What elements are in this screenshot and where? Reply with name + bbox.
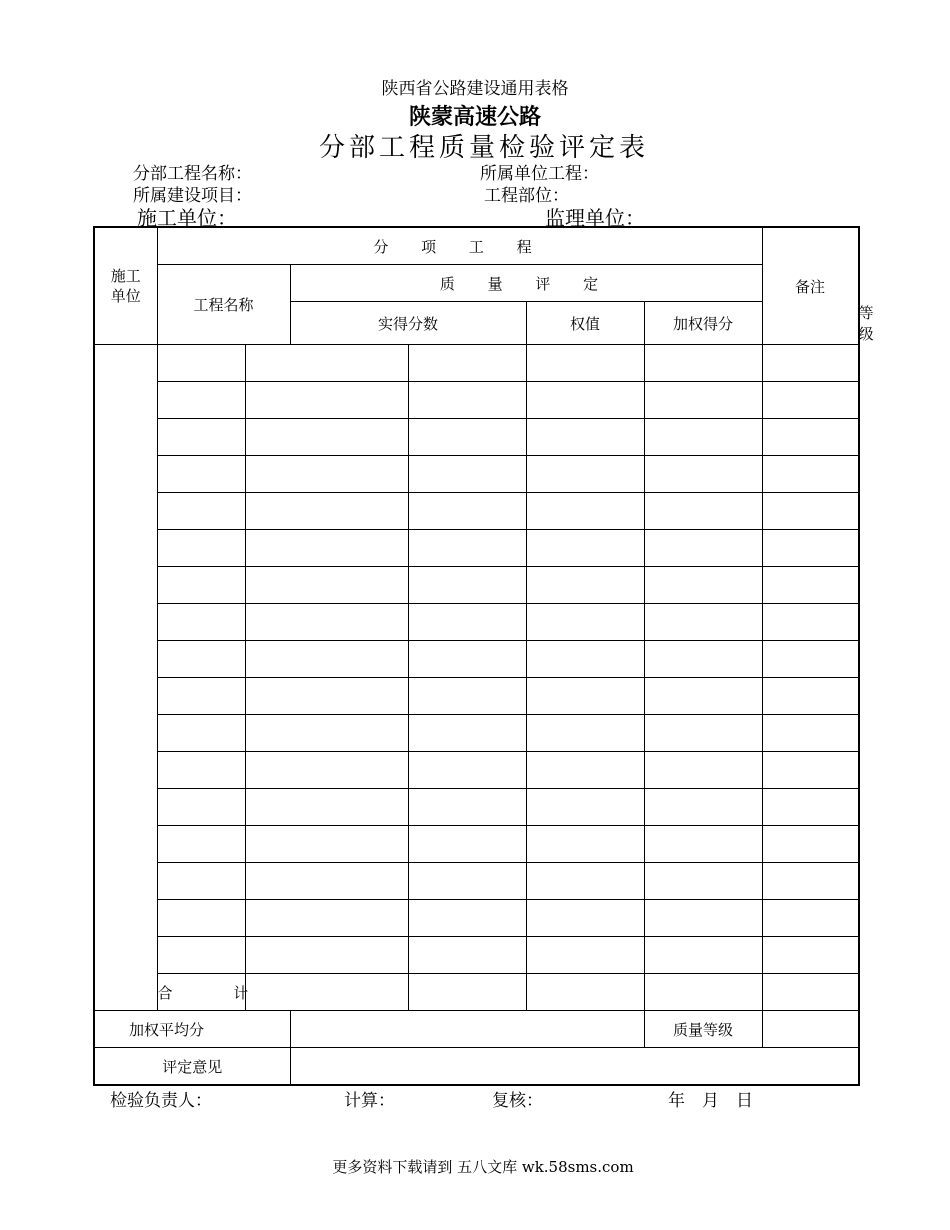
weight-cell[interactable] — [408, 530, 526, 567]
highway-title: 陕蒙高速公路 — [408, 105, 541, 130]
weight-cell[interactable] — [408, 863, 526, 900]
weight-cell[interactable] — [408, 604, 526, 641]
weighted-score-cell[interactable] — [526, 937, 644, 974]
project-name-cell[interactable] — [157, 456, 245, 493]
opinion-label: 评定意见 — [94, 1048, 290, 1086]
table-row — [94, 937, 859, 974]
grade-cell[interactable] — [644, 678, 762, 715]
weight-cell[interactable] — [408, 456, 526, 493]
column-header-weighted-score: 加权得分 — [644, 302, 762, 345]
remarks-header: 备注 — [762, 227, 858, 345]
project-name-cell[interactable] — [157, 826, 245, 863]
form-title: 分部工程质量检验评定表 — [318, 133, 649, 163]
table-row — [94, 419, 859, 456]
remarks-cell[interactable] — [762, 641, 858, 678]
remarks-cell[interactable] — [762, 715, 858, 752]
column-header-grade: 等级 — [858, 304, 874, 343]
weight-cell[interactable] — [408, 345, 526, 382]
weight-cell[interactable] — [408, 715, 526, 752]
actual-score-cell[interactable] — [245, 493, 408, 530]
remarks-cell[interactable] — [762, 493, 858, 530]
grade-cell[interactable] — [644, 382, 762, 419]
project-location-label: 工程部位： — [484, 186, 569, 206]
weighted-average-label: 加权平均分 — [94, 1011, 290, 1048]
opinion-value[interactable] — [290, 1048, 858, 1086]
download-note: 更多资料下载请到 五八文库 wk.58sms.com — [332, 1158, 634, 1176]
quality-eval-header — [290, 265, 762, 302]
weighted-score-cell[interactable] — [526, 678, 644, 715]
weight-cell[interactable] — [408, 900, 526, 937]
weight-cell[interactable] — [408, 493, 526, 530]
table-row — [94, 863, 859, 900]
weighted-score-cell[interactable] — [526, 419, 644, 456]
column-header-actual-score: 实得分数 — [290, 302, 526, 345]
inspector-label: 检验负责人： — [110, 1091, 212, 1111]
project-name-cell[interactable] — [157, 641, 245, 678]
supervision-unit-label: 监理单位： — [545, 206, 645, 230]
grade-cell[interactable] — [644, 900, 762, 937]
remarks-cell[interactable] — [762, 937, 858, 974]
actual-score-cell[interactable] — [245, 530, 408, 567]
table-row — [94, 382, 859, 419]
table-row — [94, 789, 859, 826]
remarks-cell[interactable] — [762, 678, 858, 715]
actual-score-cell[interactable] — [245, 567, 408, 604]
grade-cell[interactable] — [644, 530, 762, 567]
table-row — [94, 604, 859, 641]
total-row — [94, 974, 859, 1011]
actual-score-cell[interactable] — [245, 937, 408, 974]
actual-score-cell[interactable] — [245, 345, 408, 382]
project-name-cell[interactable] — [157, 567, 245, 604]
weight-cell[interactable] — [408, 419, 526, 456]
total-weighted-score-cell[interactable] — [526, 974, 644, 1011]
actual-score-cell[interactable] — [245, 752, 408, 789]
remarks-cell[interactable] — [762, 530, 858, 567]
grade-cell[interactable] — [644, 604, 762, 641]
weight-cell[interactable] — [408, 826, 526, 863]
total-grade-cell[interactable] — [644, 974, 762, 1011]
project-name-cell[interactable] — [157, 937, 245, 974]
weighted-score-cell[interactable] — [526, 900, 644, 937]
weighted-score-cell[interactable] — [526, 382, 644, 419]
date-label: 年 月 日 — [668, 1091, 753, 1111]
project-name-header: 工程名称 — [157, 265, 290, 345]
grade-cell[interactable] — [644, 826, 762, 863]
table-row — [94, 530, 859, 567]
actual-score-cell[interactable] — [245, 382, 408, 419]
actual-score-cell[interactable] — [245, 900, 408, 937]
weighted-score-cell[interactable] — [526, 715, 644, 752]
construction-unit-label: 施工单位： — [137, 206, 237, 230]
project-name-cell[interactable] — [157, 863, 245, 900]
remarks-cell[interactable] — [762, 752, 858, 789]
weight-cell[interactable] — [408, 937, 526, 974]
weighted-score-cell[interactable] — [526, 752, 644, 789]
sub-item-header — [157, 227, 762, 265]
remarks-cell[interactable] — [762, 863, 858, 900]
table-row — [94, 456, 859, 493]
grade-cell[interactable] — [644, 567, 762, 604]
opinion-row — [94, 1048, 859, 1086]
total-label — [157, 974, 277, 1011]
table-row — [94, 900, 859, 937]
weighted-score-cell[interactable] — [526, 567, 644, 604]
weighted-average-value[interactable] — [290, 1011, 644, 1048]
weight-cell[interactable] — [408, 789, 526, 826]
project-name-cell[interactable] — [157, 678, 245, 715]
weight-cell[interactable] — [408, 641, 526, 678]
actual-score-cell[interactable] — [245, 641, 408, 678]
table-row — [94, 567, 859, 604]
weighted-score-cell[interactable] — [526, 863, 644, 900]
weighted-score-cell[interactable] — [526, 789, 644, 826]
project-name-cell[interactable] — [157, 419, 245, 456]
quality-grade-value[interactable] — [762, 1011, 858, 1048]
quality-grade-label: 质量等级 — [644, 1011, 762, 1048]
sub-project-name-label: 分部工程名称： — [133, 164, 252, 184]
remarks-cell[interactable] — [762, 345, 858, 382]
total-label-text: 合 计 — [157, 983, 277, 1002]
remarks-cell[interactable] — [762, 382, 858, 419]
remarks-cell[interactable] — [762, 900, 858, 937]
table-row — [94, 715, 859, 752]
grade-cell[interactable] — [644, 419, 762, 456]
actual-score-cell[interactable] — [245, 604, 408, 641]
weight-cell[interactable] — [408, 752, 526, 789]
grade-cell[interactable] — [644, 789, 762, 826]
actual-score-cell[interactable] — [245, 678, 408, 715]
quality-eval-header-text: 质 量 评 定 — [439, 274, 613, 293]
sub-item-header-text: 分 项 工 程 — [373, 237, 546, 256]
grade-cell[interactable] — [644, 715, 762, 752]
column-header-weight: 权值 — [526, 302, 644, 345]
project-name-cell[interactable] — [157, 604, 245, 641]
actual-score-cell[interactable] — [245, 419, 408, 456]
weighted-score-cell[interactable] — [526, 345, 644, 382]
weighted-score-cell[interactable] — [526, 530, 644, 567]
total-weight-cell[interactable] — [408, 974, 526, 1011]
actual-score-cell[interactable] — [245, 826, 408, 863]
table-row — [94, 345, 859, 382]
project-name-cell[interactable] — [157, 900, 245, 937]
project-name-cell[interactable] — [157, 493, 245, 530]
remarks-cell[interactable] — [762, 826, 858, 863]
remarks-cell[interactable] — [762, 567, 858, 604]
grade-cell[interactable] — [644, 456, 762, 493]
weighted-average-row — [94, 1011, 859, 1048]
construction-unit-header — [94, 227, 157, 345]
grade-cell[interactable] — [644, 752, 762, 789]
project-name-cell[interactable] — [157, 789, 245, 826]
grade-cell[interactable] — [644, 863, 762, 900]
table-row — [94, 493, 859, 530]
weighted-score-cell[interactable] — [526, 641, 644, 678]
project-name-cell[interactable] — [157, 382, 245, 419]
table-row — [94, 752, 859, 789]
form-heading: 陕西省公路建设通用表格 — [381, 79, 569, 99]
evaluation-table — [93, 226, 874, 1086]
weighted-score-cell[interactable] — [526, 826, 644, 863]
actual-score-cell[interactable] — [245, 456, 408, 493]
table-row — [94, 826, 859, 863]
actual-score-cell[interactable] — [245, 715, 408, 752]
unit-project-label: 所属单位工程： — [480, 164, 599, 184]
total-remarks-cell[interactable] — [762, 974, 858, 1011]
grade-cell[interactable] — [644, 641, 762, 678]
weight-cell[interactable] — [408, 678, 526, 715]
remarks-cell[interactable] — [762, 604, 858, 641]
review-label: 复核： — [492, 1091, 543, 1111]
grade-cell[interactable] — [644, 493, 762, 530]
weighted-score-cell[interactable] — [526, 604, 644, 641]
project-name-cell[interactable] — [157, 752, 245, 789]
construction-project-label: 所属建设项目： — [133, 186, 252, 206]
actual-score-cell[interactable] — [245, 863, 408, 900]
weighted-score-cell[interactable] — [526, 493, 644, 530]
grade-cell[interactable] — [644, 937, 762, 974]
table-row — [94, 678, 859, 715]
weight-cell[interactable] — [408, 382, 526, 419]
weighted-score-cell[interactable] — [526, 456, 644, 493]
remarks-cell[interactable] — [762, 419, 858, 456]
construction-unit-cell[interactable] — [94, 345, 157, 1011]
construction-unit-header-text: 施工单位 — [110, 267, 141, 305]
project-name-cell[interactable] — [157, 715, 245, 752]
grade-cell[interactable] — [644, 345, 762, 382]
table-row — [94, 641, 859, 678]
project-name-cell[interactable] — [157, 345, 245, 382]
calculation-label: 计算： — [344, 1091, 395, 1111]
remarks-cell[interactable] — [762, 456, 858, 493]
project-name-cell[interactable] — [157, 530, 245, 567]
weight-cell[interactable] — [408, 567, 526, 604]
remarks-cell[interactable] — [762, 789, 858, 826]
actual-score-cell[interactable] — [245, 789, 408, 826]
